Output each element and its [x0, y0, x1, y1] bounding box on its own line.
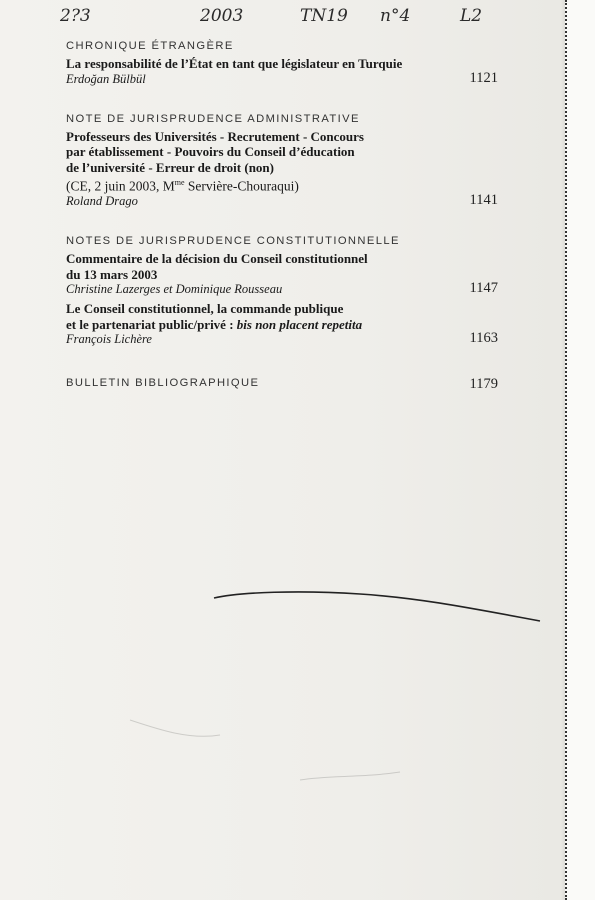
entry-title-line: de l’université - Erreur de droit (non) — [66, 159, 274, 175]
handwritten-note: n°4 — [380, 6, 411, 26]
section-heading: BULLETIN BIBLIOGRAPHIQUE — [66, 377, 260, 389]
entry-page-number: 1179 — [469, 376, 498, 392]
entry-title-line: Commentaire de la décision du Conseil constitutionnel — [66, 251, 368, 266]
toc-entry[interactable] — [66, 56, 498, 87]
section-heading: NOTES DE JURISPRUDENCE CONSTITUTIONNELLE — [66, 235, 400, 247]
entry-page-number: 1147 — [469, 280, 498, 296]
entry-title-line: du 13 mars 2003 — [66, 266, 158, 282]
toc-entry-bibliography[interactable] — [66, 373, 498, 393]
toc-section — [66, 113, 498, 210]
entry-title-line: par établissement - Pouvoirs du Conseil d’éducation — [66, 144, 355, 159]
toc-section — [66, 40, 498, 87]
entry-title-line: Le Conseil constitutionnel, la commande publique — [66, 301, 344, 316]
entry-author: François Lichère — [66, 332, 152, 346]
section-heading: CHRONIQUE ÉTRANGÈRE — [66, 40, 234, 52]
entry-title-line: et le partenariat public/privé : bis non placent repetita — [66, 316, 363, 332]
handwritten-note: L2 — [460, 6, 483, 26]
entry-author: Erdoğan Bülbül — [66, 71, 146, 86]
table-of-contents — [66, 40, 498, 393]
toc-entry[interactable] — [66, 129, 498, 210]
toc-section — [66, 235, 498, 347]
entry-author: Roland Drago — [66, 194, 138, 208]
toc-entry[interactable] — [66, 301, 498, 347]
section-heading: NOTE DE JURISPRUDENCE ADMINISTRATIVE — [66, 112, 360, 125]
entry-page-number: 1141 — [469, 192, 498, 208]
entry-author: Christine Lazerges et Dominique Rousseau — [66, 282, 283, 296]
handwritten-note: 2?3 — [60, 6, 91, 26]
entry-subline: (CE, 2 juin 2003, $M^{me}$ Servière-Chouraqui) — [66, 178, 299, 194]
entry-page-number: 1121 — [469, 69, 498, 86]
entry-title-line: Professeurs des Universités - Recrutement - Concours — [66, 128, 364, 144]
entry-page-number: 1163 — [469, 330, 498, 346]
handwritten-note: 2003 — [200, 6, 244, 26]
entry-title: La responsabilité de l’État en tant que législateur en Turquie — [66, 56, 403, 71]
toc-entry[interactable] — [66, 251, 498, 297]
handwritten-note: TN19 — [300, 6, 348, 26]
